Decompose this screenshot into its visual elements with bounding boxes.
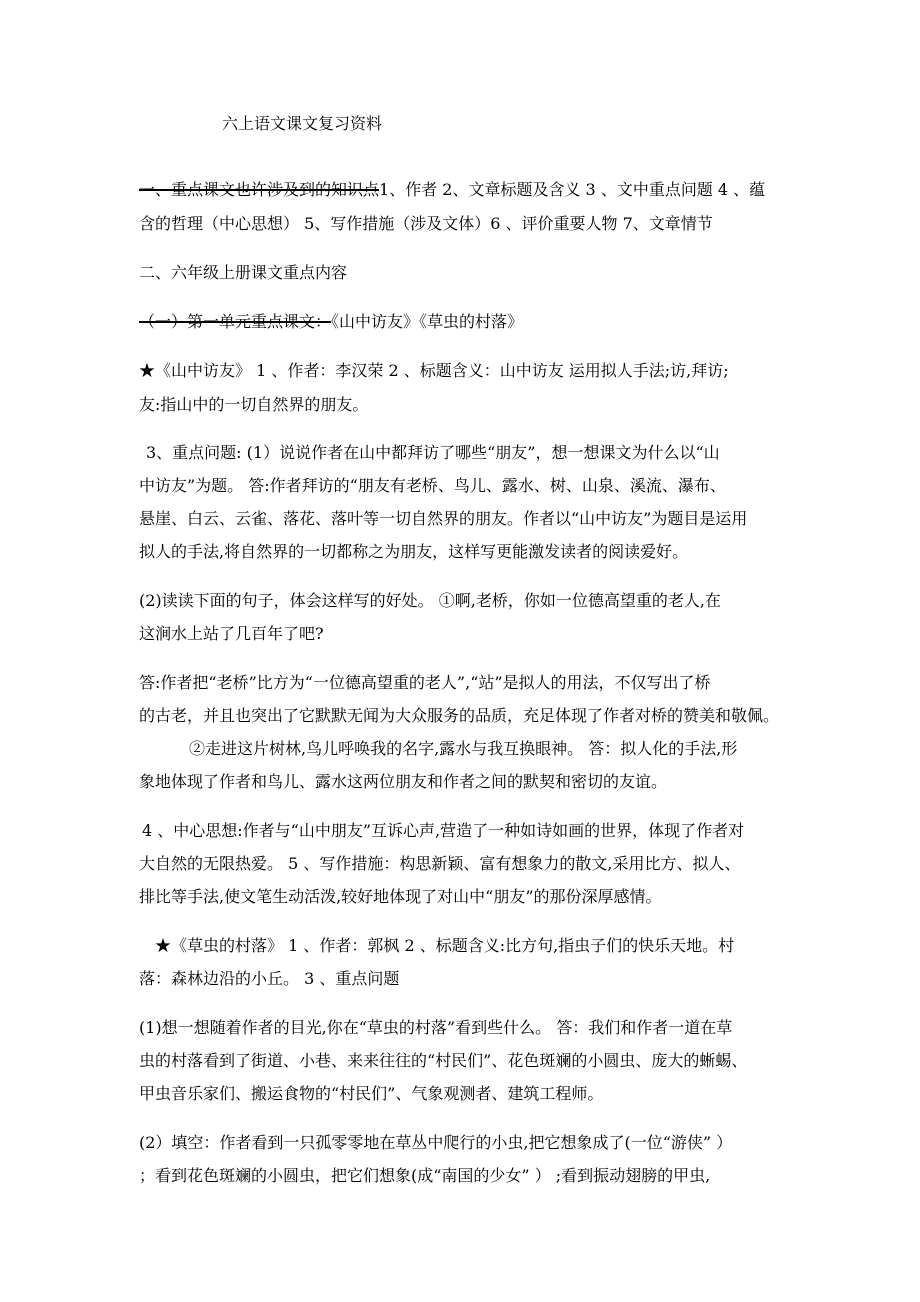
doc-title: 六上语文课文复习资料 [222, 114, 383, 133]
caochong-head-line2: 落：森林边沿的小丘。 3 、重点问题 [139, 969, 400, 988]
caochong-q1-line3: 甲虫音乐家们、搬运食物的“村民们”、气象观测者、建筑工程师。 [139, 1084, 604, 1103]
shanzhong-p4-line2: 大自然的无限热爱。 5 、写作措施：构思新颖、富有想象力的散文,采用比方、拟人、 [139, 854, 741, 873]
shanzhong-answer1-line1: 答:作者把“老桥”比方为“一位德高望重的老人”,“站”是拟人的用法，不仅写出了桥 [139, 673, 711, 692]
unit1-heading [139, 312, 523, 332]
shanzhong-intro-line2: 友:指山中的一切自然界的朋友。 [139, 395, 369, 414]
shanzhong-answer1-line2: 的古老，并且也突出了它默默无闻为大众服务的品质，充足体现了作者对桥的赞美和敬佩。 [139, 706, 780, 725]
shanzhong-q2-line1: (2)读读下面的句子，体会这样写的好处。 ①啊,老桥，你如一位德高望重的老人,在 [139, 591, 721, 610]
caochong-head-line1: ★《草虫的村落》 1 、作者：郭枫 2 、标题含义:比方句,指虫子们的快乐天地。村 [155, 936, 735, 955]
section1-struck-heading: 一、重点课文也许涉及到的知识点 [139, 180, 380, 199]
section1-line2: 含的哲理（中心思想） 5、写作措施（涉及文体）6 、评价重要人物 7、文章情节 [139, 214, 713, 233]
shanzhong-q3-line1: 3、重点问题: (1）说说作者在山中都拜访了哪些“朋友”，想一想课文为什么以“山 [146, 443, 720, 462]
shanzhong-intro-line1: ★《山中访友》 1 、作者：李汉荣 2 、标题含义：山中访友 运用拟人手法;访,拜访; [139, 361, 729, 380]
unit1-lessons: 《山中访友》《草虫的村落》 [331, 312, 524, 331]
shanzhong-answer2-line1: ②走进这片树林,鸟儿呼唤我的名字,露水与我互换眼神。 答：拟人化的手法,形 [189, 739, 738, 758]
unit1-struck-label: （一）第一单元重点课文： [139, 312, 332, 331]
shanzhong-q3-line3: 悬崖、白云、云雀、落花、落叶等一切自然界的朋友。作者以“山中访友”为题目是运用 [139, 509, 748, 528]
caochong-q2-line1: (2）填空：作者看到一只孤零零地在草丛中爬行的小虫,把它想象成了(一位“游侠” ） [139, 1133, 733, 1152]
shanzhong-q3-line4: 拟人的手法,将自然界的一切都称之为朋友，这样写更能激发读者的阅读爱好。 [139, 542, 689, 561]
caochong-q1-line1: (1)想一想随着作者的目光,你在“草虫的村落”看到些什么。 答：我们和作者一道在草 [139, 1018, 733, 1037]
caochong-q1-line2: 虫的村落看到了街道、小巷、来来往往的“村民们”、花色斑斓的小圆虫、庞大的蜥蜴、 [139, 1051, 748, 1070]
shanzhong-p4-line1: 4 、中心思想:作者与“山中朋友”互诉心声,营造了一种如诗如画的世界，体现了作者对 [142, 821, 745, 840]
shanzhong-answer2-line2: 象地体现了作者和鸟儿、露水这两位朋友和作者之间的默契和密切的友谊。 [139, 772, 668, 791]
caochong-q2-line2: ；看到花色斑斓的小圆虫，把它们想象(成“南国的少女” ） ;看到振动翅膀的甲虫, [139, 1166, 711, 1185]
section1-items: 1、作者 2、文章标题及含义 3 、文中重点问题 4 、蕴 [379, 180, 766, 199]
section1-line1 [139, 180, 765, 200]
shanzhong-q2-line2: 这涧水上站了几百年了吧? [139, 624, 324, 643]
section2-heading: 二、六年级上册课文重点内容 [139, 263, 348, 282]
shanzhong-q3-line2: 中访友”为题。 答:作者拜访的“朋友有老桥、鸟儿、露水、树、山泉、溪流、瀑布、 [139, 476, 726, 495]
shanzhong-p4-line3: 排比等手法,使文笔生动活泼,较好地体现了对山中“朋友”的那份深厚感情。 [139, 887, 662, 906]
